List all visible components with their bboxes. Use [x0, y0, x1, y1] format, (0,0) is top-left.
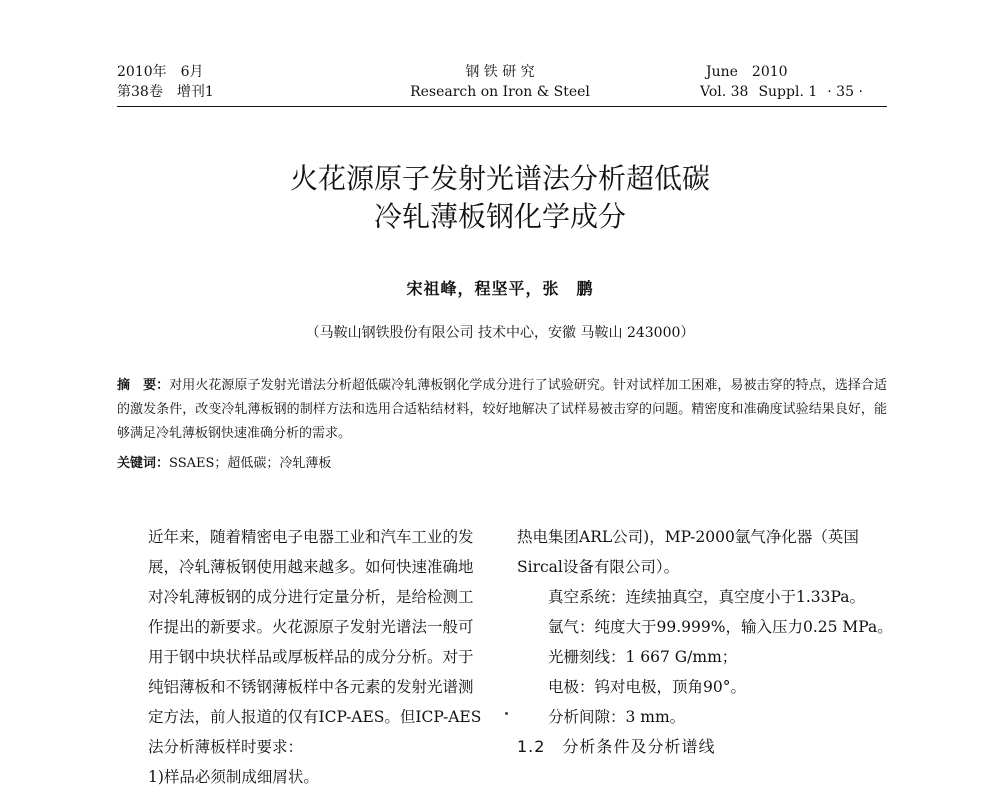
paper-title [0, 160, 1000, 236]
list-item: 氩气：纯度大于99.999%，输入压力0.25 MPa。 [548, 618, 893, 636]
title-line-1: 火花源原子发射光谱法分析超低碳 [289, 162, 710, 195]
abstract-label: 摘 要： [117, 378, 170, 393]
header-vol: Vol. 38 [700, 84, 749, 100]
abstract [117, 374, 887, 446]
header-page-number: · 35 · [827, 84, 863, 100]
list-item: 电极：钨对电极，顶角90°。 [548, 678, 746, 696]
section-heading: 1.2 分析条件及分析谱线 [517, 737, 716, 756]
list-item: 光栅刻线：1 667 G/mm； [548, 648, 738, 666]
journal-name-english: Research on Iron & Steel [410, 84, 590, 100]
body-column-right [517, 522, 893, 762]
paper-authors: 宋祖峰，程坚平，张 鹏 [406, 279, 594, 298]
list-item: 分析间隙：3 mm。 [548, 708, 686, 726]
body-column-left [117, 522, 487, 792]
header-date: 2010年 6月 [117, 64, 204, 80]
list-item: 1)样品必须制成细屑状。 [148, 768, 319, 786]
intro-paragraph: 近年来，随着精密电子电器工业和汽车工业的发展，冷轧薄板钢使用越来越多。如何快速准确地对冷轧薄板钢的成分进行定量分析，是给检测工作提出的新要求。火花源原子发射光谱法一般可用于钢中块状样品或厚板样品的成分分析。对于纯铝薄板和不锈钢薄板样中各元素的发射光谱测定方法，前人报道的仅有ICP-AES。但ICP-AES法分析薄板样时要求： [148, 528, 482, 756]
header-suppl: Suppl. 1 [758, 84, 818, 100]
header-volume: 第38卷 增刊1 [117, 84, 214, 100]
header-month-year: June 2010 [706, 64, 788, 80]
paper-affiliation: （马鞍山钢铁股份有限公司 技术中心，安徽 马鞍山 243000） [305, 325, 695, 341]
header-issue-info-english [700, 62, 863, 102]
keywords-label: 关键词： [117, 456, 170, 471]
abstract-text: 对用火花源原子发射光谱法分析超低碳冷轧薄板钢化学成分进行了试验研究。针对试样加工困难，易被击穿的特点，选择合适的激发条件，改变冷轧薄板钢的制样方法和选用合适粘结材料，较好地解决了试样易被击穿的问题。精密度和准确度试验结果良好，能够满足冷轧薄板钢快速准确分析的需求。 [117, 378, 887, 441]
header-rule [117, 106, 887, 107]
keywords-text: SSAES；超低碳；冷轧薄板 [169, 456, 332, 471]
title-line-2: 冷轧薄板钢化学成分 [373, 200, 626, 233]
journal-name-chinese: 钢 铁 研 究 [465, 64, 535, 80]
keywords [117, 454, 887, 474]
list-item: 真空系统：连续抽真空，真空度小于1.33Pa。 [548, 588, 865, 606]
stray-mark [505, 712, 508, 715]
equipment-continuation: 热电集团ARL公司)，MP-2000氩气净化器（英国Sircal设备有限公司）。 [517, 528, 859, 576]
